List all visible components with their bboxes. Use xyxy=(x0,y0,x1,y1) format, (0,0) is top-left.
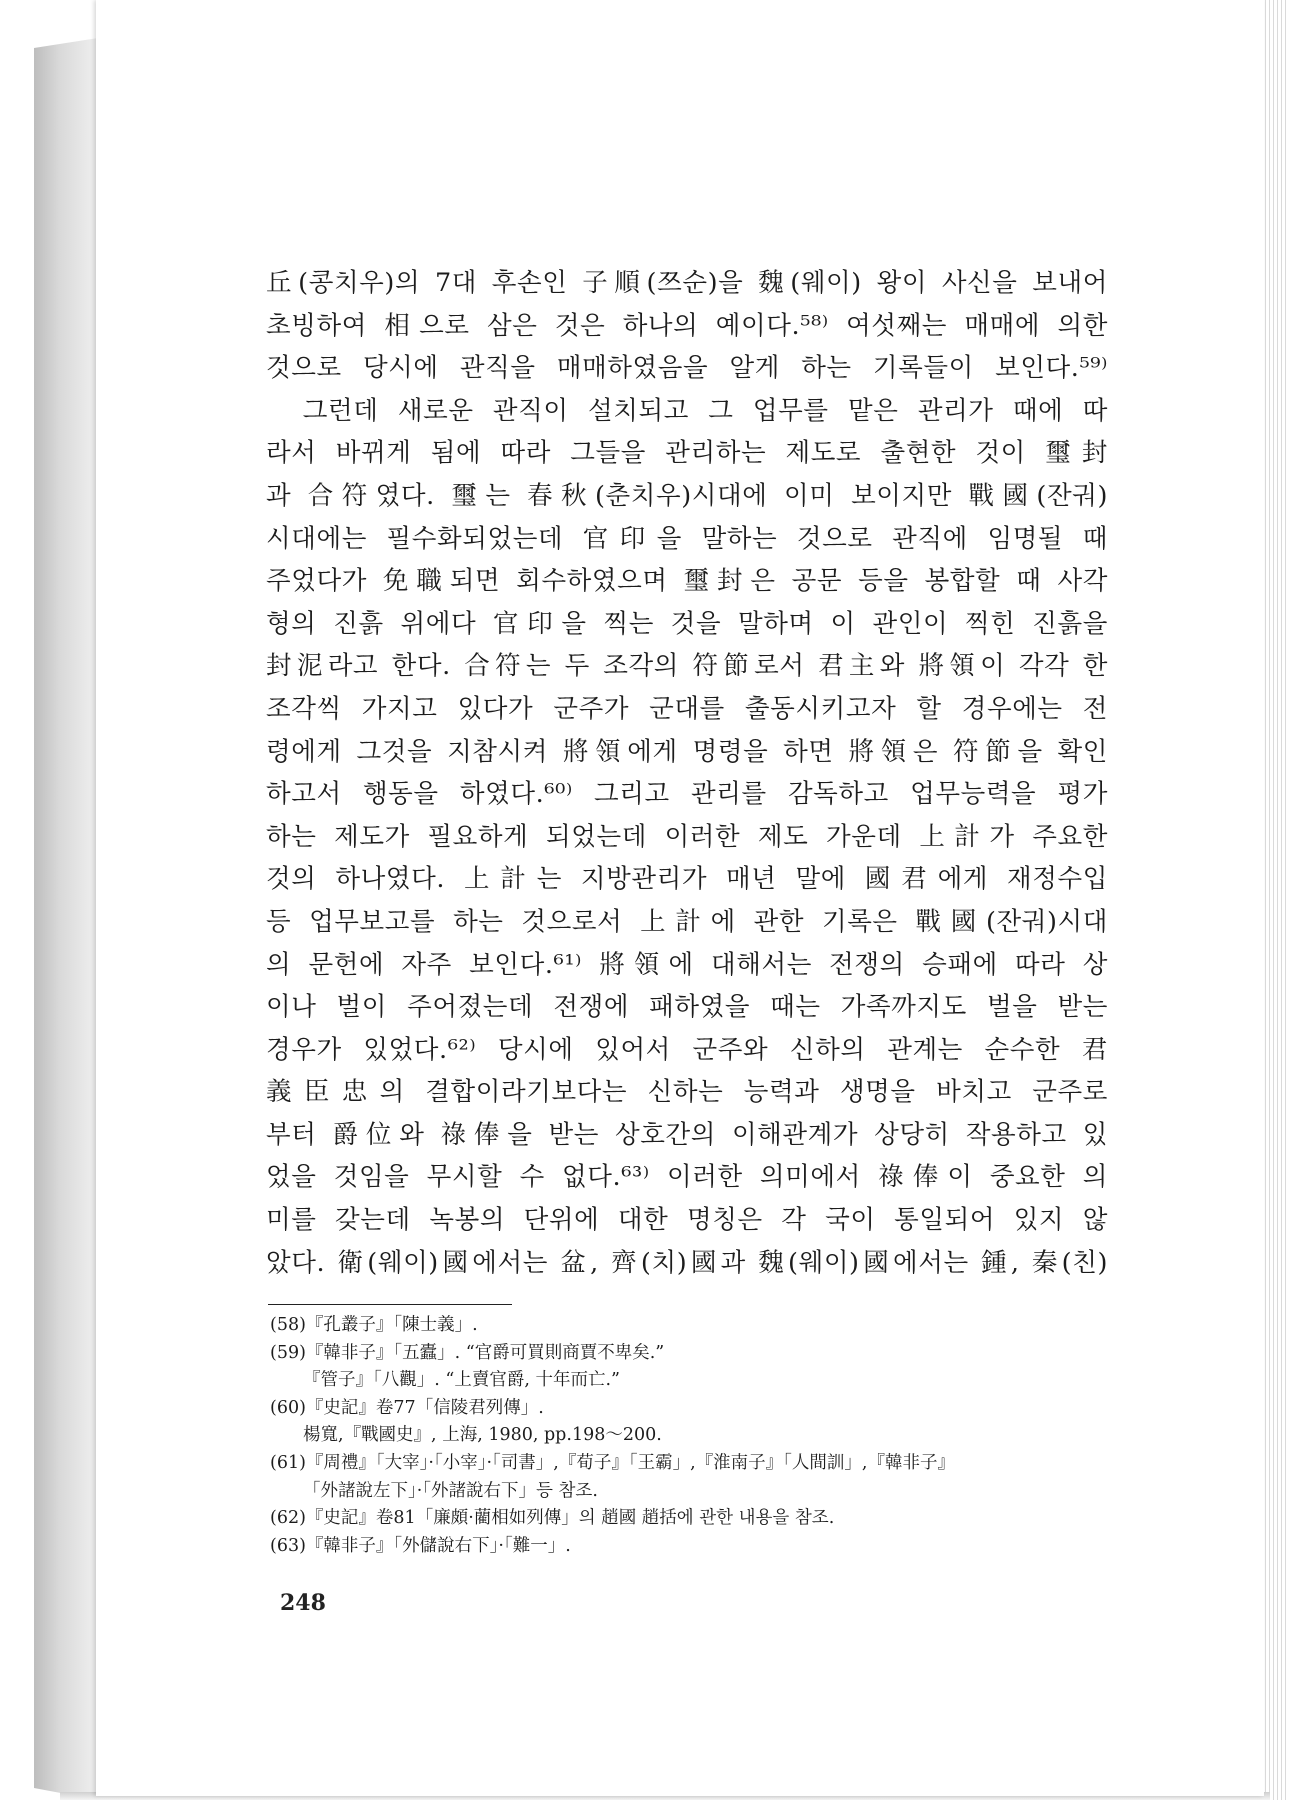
body-line: 주었다가 免職되면 회수하였으며 璽封은 공문 등을 봉합할 때 사각 xyxy=(266,566,1108,597)
page-number: 248 xyxy=(280,1590,326,1616)
book-page-edges xyxy=(1262,0,1286,1800)
book-spine xyxy=(34,38,98,1800)
body-line: 하고서 행동을 하였다.⁶⁰⁾ 그리고 관리를 감독하고 업무능력을 평가 xyxy=(266,779,1108,810)
footnote: (62)『史記』卷81「廉頗·藺相如列傳」의 趙國 趙括에 관한 내용을 참조. xyxy=(270,1508,835,1529)
footnote-continuation: 「外諸說左下」·「外諸說右下」등 참조. xyxy=(303,1480,598,1501)
body-line: 封泥라고 한다. 合符는 두 조각의 符節로서 君主와 將領이 각각 한 xyxy=(266,651,1108,682)
footnote: (61)『周禮』「大宰」·「小宰」·「司書」,『荀子』「王霸」,『淮南子』「人間訓」,『韓非子』 xyxy=(270,1452,955,1473)
body-line: 았다. 衛(웨이)國에서는 盆, 齊(치)國과 魏(웨이)國에서는 鍾, 秦(친) xyxy=(266,1247,1108,1278)
body-line: 과 合符였다. 璽는 春秋(춘치우)시대에 이미 보이지만 戰國(잔궈) xyxy=(266,480,1108,511)
footnote: (58)『孔叢子』「陳士義」. xyxy=(270,1315,478,1335)
footnotes xyxy=(270,1312,1112,1560)
body-line: 그런데 새로운 관직이 설치되고 그 업무를 맡은 관리가 때에 따 xyxy=(266,395,1108,426)
body-line: 부터 爵位와 祿俸을 받는 상호간의 이해관계가 상당히 작용하고 있 xyxy=(266,1119,1108,1150)
body-line: 경우가 있었다.⁶²⁾ 당시에 있어서 군주와 신하의 관계는 순수한 君 xyxy=(266,1034,1108,1065)
body-line: 義臣忠의 결합이라기보다는 신하는 능력과 생명을 바치고 군주로 xyxy=(266,1077,1108,1108)
body-line: 형의 진흙 위에다 官印을 찍는 것을 말하며 이 관인이 찍힌 진흙을 xyxy=(266,608,1108,639)
footnote: (59)『韓非子』「五蠹」. “官爵可買則商賈不卑矣.” xyxy=(270,1342,665,1363)
footnote-divider xyxy=(268,1304,512,1305)
body-line: 었을 것임을 무시할 수 없다.⁶³⁾ 이러한 의미에서 祿俸이 중요한 의 xyxy=(266,1162,1108,1193)
footnote: (63)『韓非子』「外儲說右下」·「難一」. xyxy=(270,1535,571,1556)
body-line: 미를 갖는데 녹봉의 단위에 대한 명칭은 각 국이 통일되어 있지 않 xyxy=(266,1205,1108,1236)
body-line: 것으로 당시에 관직을 매매하였음을 알게 하는 기록들이 보인다.⁵⁹⁾ xyxy=(266,353,1108,384)
body-line: 등 업무보고를 하는 것으로서 上計에 관한 기록은 戰國(잔궈)시대 xyxy=(266,906,1108,937)
footnote-continuation: 楊寬,『戰國史』, 上海, 1980, pp.198～200. xyxy=(303,1425,662,1446)
footnote-continuation: 『管子』「八觀」. “上賣官爵, 十年而亡.” xyxy=(303,1370,620,1391)
body-line: 하는 제도가 필요하게 되었는데 이러한 제도 가운데 上計가 주요한 xyxy=(266,821,1108,852)
body-line: 초빙하여 相으로 삼은 것은 하나의 예이다.⁵⁸⁾ 여섯째는 매매에 의한 xyxy=(266,310,1108,341)
body-line: 丘(콩치우)의 7대 후손인 子順(쯔순)을 魏(웨이) 왕이 사신을 보내어 xyxy=(266,268,1108,298)
footnote: (60)『史記』卷77「信陵君列傳」. xyxy=(270,1397,544,1418)
body-line: 시대에는 필수화되었는데 官印을 말하는 것으로 관직에 임명될 때 xyxy=(266,523,1108,554)
body-line: 이나 벌이 주어졌는데 전쟁에 패하였을 때는 가족까지도 벌을 받는 xyxy=(266,992,1108,1023)
body-line: 것의 하나였다. 上計는 지방관리가 매년 말에 國君에게 재정수입 xyxy=(266,864,1108,895)
body-line: 라서 바뀌게 됨에 따라 그들을 관리하는 제도로 출현한 것이 璽封 xyxy=(266,438,1108,469)
body-text xyxy=(266,262,1108,1284)
body-line: 의 문헌에 자주 보인다.⁶¹⁾ 將領에 대해서는 전쟁의 승패에 따라 상 xyxy=(266,949,1109,980)
body-line: 령에게 그것을 지참시켜 將領에게 명령을 하면 將領은 符節을 확인 xyxy=(266,736,1108,767)
body-line: 조각씩 가지고 있다가 군주가 군대를 출동시키고자 할 경우에는 전 xyxy=(266,693,1108,724)
